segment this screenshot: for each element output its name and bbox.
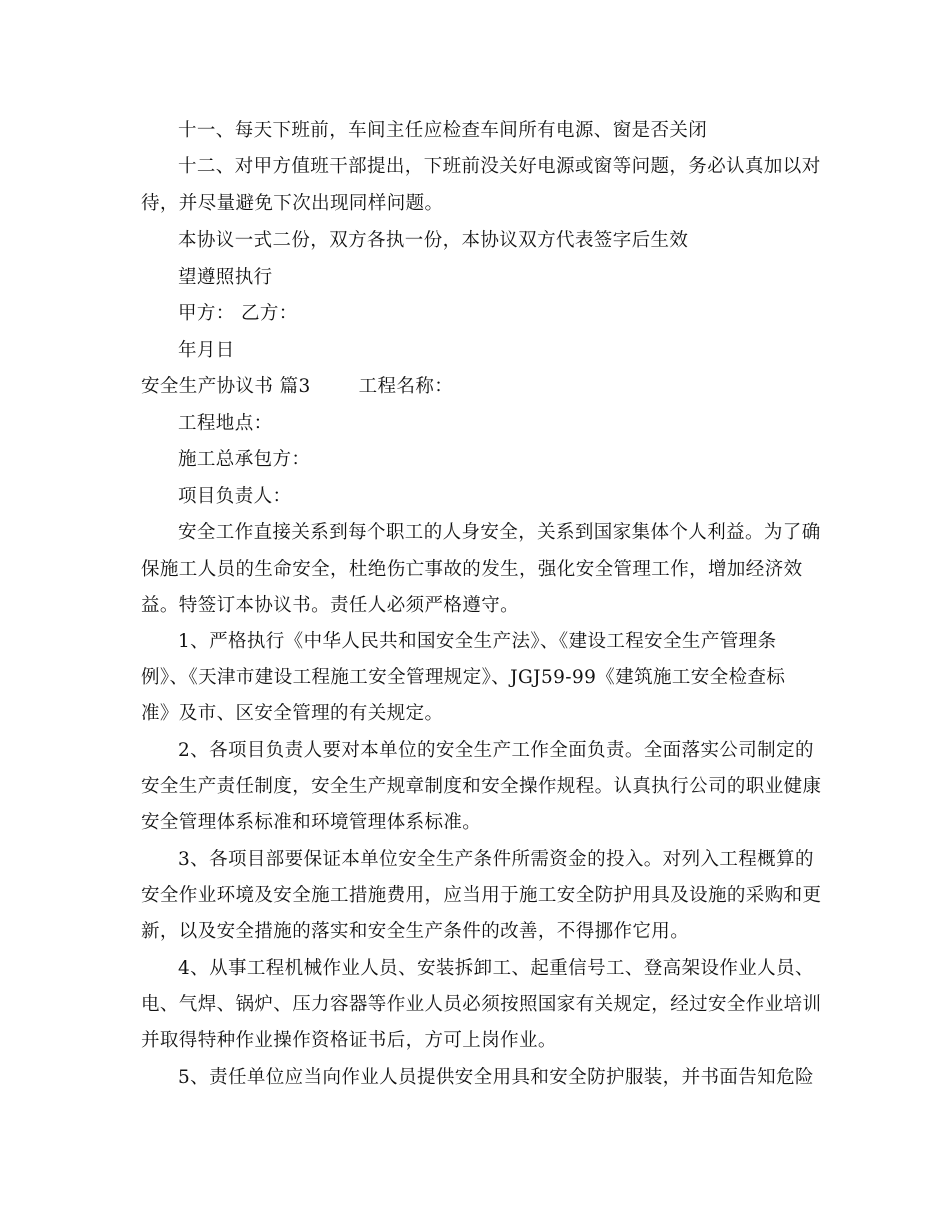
clause-line: 5、责任单位应当向作业人员提供安全用具和安全防护服装，并书面告知危险 bbox=[178, 1067, 814, 1088]
clause-line: 安全生产责任制度，安全生产规章制度和安全操作规程。认真执行公司的职业健康 bbox=[141, 776, 822, 797]
date-line: 年月日 bbox=[178, 340, 235, 361]
signature-line: 甲方： 乙方： bbox=[178, 303, 298, 324]
paragraph-line: 待，并尽量避免下次出现同样问题。 bbox=[141, 193, 444, 214]
section-title: 安全生产协议书 篇3 bbox=[141, 376, 311, 397]
section-heading bbox=[141, 378, 453, 397]
project-location-label: 工程地点： bbox=[178, 413, 273, 434]
paragraph-line: 保施工人员的生命安全，杜绝伤亡事故的发生，强化安全管理工作，增加经济效 bbox=[141, 559, 803, 580]
paragraph-line: 安全工作直接关系到每个职工的人身安全，关系到国家集体个人利益。为了确 bbox=[178, 522, 821, 543]
clause-line: 例》、《天津市建设工程施工安全管理规定》、JGJ59-99《建筑施工安全检查标 bbox=[141, 667, 786, 688]
paragraph-line: 益。特签订本协议书。责任人必须严格遵守。 bbox=[141, 595, 520, 616]
clause-line: 3、各项目部要保证本单位安全生产条件所需资金的投入。对列入工程概算的 bbox=[178, 849, 814, 870]
clause-line: 并取得特种作业操作资格证书后，方可上岗作业。 bbox=[141, 1030, 557, 1051]
project-name-label: 工程名称： bbox=[358, 376, 454, 397]
paragraph-line: 望遵照执行 bbox=[178, 267, 273, 288]
paragraph-line: 本协议一式二份，双方各执一份，本协议双方代表签字后生效 bbox=[178, 230, 689, 251]
clause-line: 1、严格执行《中华人民共和国安全生产法》、《建设工程安全生产管理条 bbox=[178, 631, 777, 652]
project-manager-label: 项目负责人： bbox=[178, 486, 292, 507]
clause-line: 4、从事工程机械作业人员、安装拆卸工、起重信号工、登高架设作业人员、 bbox=[178, 958, 814, 979]
clause-line: 安全作业环境及安全施工措施费用，应当用于施工安全防护用具及设施的采购和更 bbox=[141, 885, 822, 906]
contractor-label: 施工总承包方： bbox=[178, 449, 311, 470]
clause-line: 电、气焊、锅炉、压力容器等作业人员必须按照国家有关规定，经过安全作业培训 bbox=[141, 994, 822, 1015]
clause-line: 安全管理体系标准和环境管理体系标准。 bbox=[141, 812, 482, 833]
clause-line: 准》及市、区安全管理的有关规定。 bbox=[141, 703, 444, 724]
paragraph-line: 十一、每天下班前，车间主任应检查车间所有电源、窗是否关闭 bbox=[178, 120, 708, 141]
clause-line: 新，以及安全措施的落实和安全生产条件的改善，不得挪作它用。 bbox=[141, 921, 690, 942]
clause-line: 2、各项目负责人要对本单位的安全生产工作全面负责。全面落实公司制定的 bbox=[178, 740, 814, 761]
paragraph-line: 十二、对甲方值班干部提出，下班前没关好电源或窗等问题，务必认真加以对 bbox=[178, 156, 821, 177]
